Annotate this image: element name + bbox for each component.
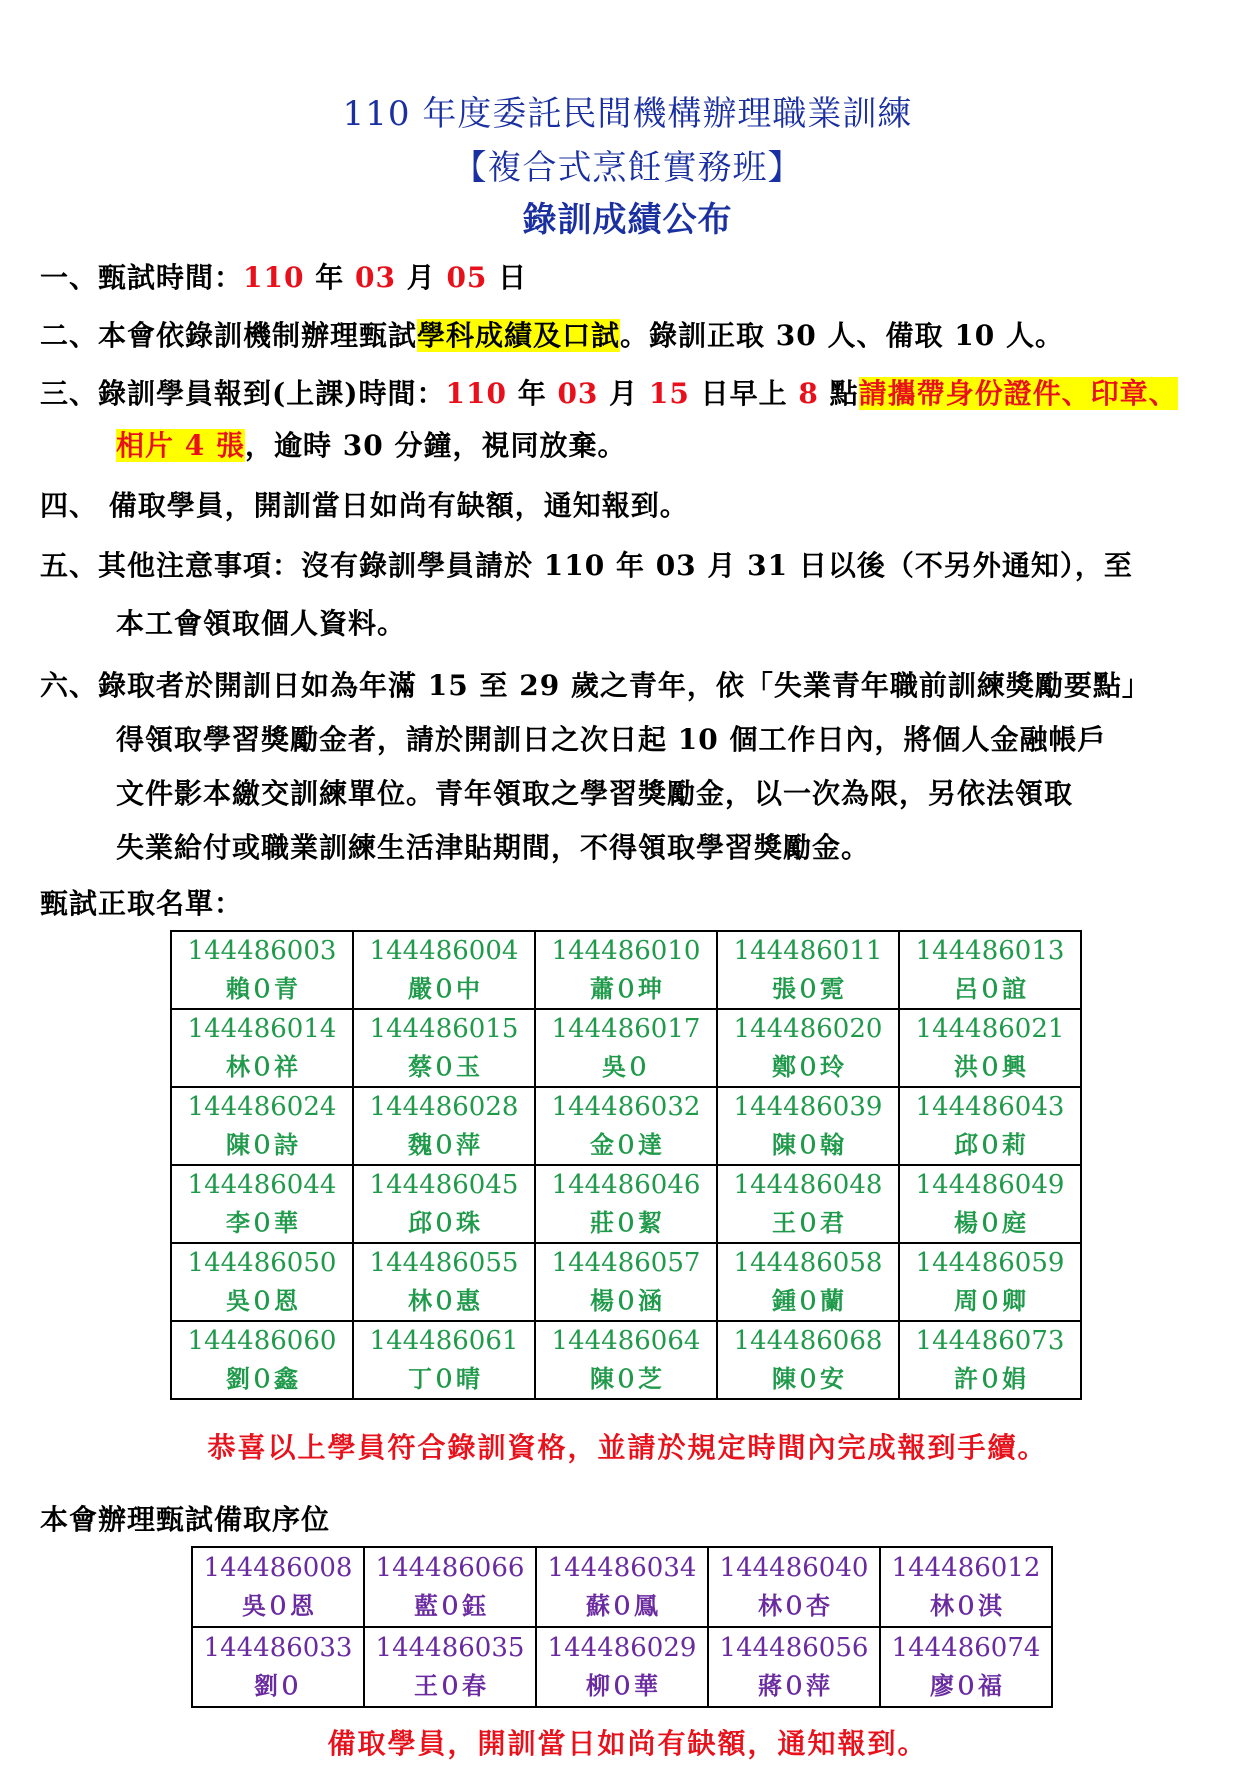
item-3-month-unit: 月 — [598, 377, 649, 410]
student-id: 144486043 — [915, 1092, 1065, 1122]
item-3 — [40, 372, 1178, 412]
student-id: 144486066 — [375, 1553, 525, 1583]
student-name: 陳０安 — [772, 1364, 844, 1393]
student-cell — [880, 1547, 1052, 1627]
student-id: 144486044 — [187, 1170, 337, 1200]
table-row — [171, 1321, 1081, 1399]
admitted-note: 恭喜以上學員符合錄訓資格，並請於規定時間內完成報到手續。 — [207, 1431, 1048, 1464]
table-row — [171, 1165, 1081, 1243]
student-id: 144486059 — [915, 1248, 1065, 1278]
student-cell — [899, 1087, 1081, 1165]
student-name: 林０祥 — [226, 1052, 298, 1081]
student-name: 鄭０玲 — [772, 1052, 844, 1081]
student-name: 陳０芝 — [590, 1364, 662, 1393]
item-1 — [40, 256, 527, 296]
student-id: 144486017 — [551, 1014, 701, 1044]
student-name: 許０娟 — [954, 1364, 1026, 1393]
item-6-line-4: 失業給付或職業訓練生活津貼期間，不得領取學習獎勵金。 — [116, 831, 871, 864]
student-name: 楊０庭 — [954, 1208, 1026, 1237]
student-name: 邱０莉 — [954, 1130, 1026, 1159]
student-id: 144486021 — [915, 1014, 1065, 1044]
student-name: 廖０福 — [930, 1671, 1002, 1700]
item-5-line-2: 本工會領取個人資料。 — [116, 607, 407, 640]
student-id: 144486039 — [733, 1092, 883, 1122]
item-2-prefix: 二、本會依錄訓機制辦理甄試 — [40, 319, 418, 352]
student-cell — [353, 931, 535, 1009]
waitlist-heading: 本會辦理甄試備取序位 — [40, 1503, 331, 1536]
student-id: 144486057 — [551, 1248, 701, 1278]
student-name: 鍾０蘭 — [772, 1286, 844, 1315]
student-cell — [899, 1009, 1081, 1087]
student-cell — [708, 1627, 880, 1707]
student-id: 144486028 — [369, 1092, 519, 1122]
student-id: 144486015 — [369, 1014, 519, 1044]
item-5-line-1: 五、其他注意事項：沒有錄訓學員請於 110 年 03 月 31 日以後（不另外通知），至 — [40, 549, 1133, 582]
student-id: 144486060 — [187, 1326, 337, 1356]
item-3-highlight-2: 相片 4 張 — [116, 429, 245, 462]
student-name: 劉０鑫 — [226, 1364, 298, 1393]
student-cell — [880, 1627, 1052, 1707]
student-name: 吳０恩 — [226, 1286, 298, 1315]
student-id: 144486040 — [719, 1553, 869, 1583]
item-1-month: 03 — [354, 261, 396, 294]
student-name: 蕭０珅 — [590, 974, 662, 1003]
student-id: 144486029 — [547, 1633, 697, 1663]
admitted-table — [170, 930, 1082, 1400]
student-cell — [353, 1243, 535, 1321]
student-cell — [717, 1243, 899, 1321]
student-id: 144486013 — [915, 936, 1065, 966]
student-name: 王０君 — [772, 1208, 844, 1237]
student-cell — [536, 1627, 708, 1707]
student-cell — [364, 1627, 536, 1707]
student-name: 林０惠 — [408, 1286, 480, 1315]
student-id: 144486010 — [551, 936, 701, 966]
student-id: 144486008 — [203, 1553, 353, 1583]
student-cell — [899, 931, 1081, 1009]
table-row — [171, 1009, 1081, 1087]
student-id: 144486014 — [187, 1014, 337, 1044]
item-3-year-unit: 年 — [506, 377, 558, 410]
item-3-hour-unit: 點 — [818, 377, 859, 410]
student-name: 王０春 — [414, 1671, 486, 1700]
student-name: 賴０青 — [226, 974, 298, 1003]
item-6-line-2: 得領取學習獎勵金者，請於開訓日之次日起 10 個工作日內，將個人金融帳戶 — [116, 723, 1107, 756]
student-name: 嚴０中 — [408, 974, 480, 1003]
student-name: 陳０翰 — [772, 1130, 844, 1159]
student-cell — [171, 931, 353, 1009]
student-name: 呂０誼 — [954, 974, 1026, 1003]
student-cell — [171, 1321, 353, 1399]
student-name: 洪０興 — [954, 1052, 1026, 1081]
student-name: 張０霓 — [772, 974, 844, 1003]
student-name: 劉０ — [254, 1671, 302, 1700]
item-1-year-unit: 年 — [304, 261, 355, 294]
student-id: 144486033 — [203, 1633, 353, 1663]
title-line-2: 【複合式烹飪實務班】 — [452, 148, 803, 188]
student-cell — [353, 1009, 535, 1087]
student-cell — [535, 1321, 717, 1399]
table-row — [192, 1547, 1052, 1627]
student-name: 陳０詩 — [226, 1130, 298, 1159]
student-cell — [192, 1547, 364, 1627]
title-line-1: 110 年度委託民間機構辦理職業訓練 — [342, 94, 913, 134]
item-1-year: 110 — [243, 261, 305, 294]
item-2-suffix: 。錄訓正取 30 人、備取 10 人。 — [620, 319, 1064, 352]
student-name: 丁０晴 — [408, 1364, 480, 1393]
item-1-label: 一、甄試時間： — [40, 261, 244, 294]
student-id: 144486061 — [369, 1326, 519, 1356]
item-1-day-unit: 日 — [487, 261, 528, 294]
student-id: 144486050 — [187, 1248, 337, 1278]
student-id: 144486049 — [915, 1170, 1065, 1200]
title-line-3: 錄訓成績公布 — [522, 200, 733, 240]
item-3-highlight-1: 請攜帶身份證件、印章、 — [858, 377, 1178, 410]
student-cell — [171, 1009, 353, 1087]
admitted-heading: 甄試正取名單： — [40, 887, 244, 920]
student-cell — [708, 1547, 880, 1627]
student-cell — [899, 1243, 1081, 1321]
student-cell — [353, 1321, 535, 1399]
item-3-prefix: 三、錄訓學員報到(上課)時間： — [40, 377, 446, 410]
student-id: 144486055 — [369, 1248, 519, 1278]
item-3-month: 03 — [557, 377, 599, 410]
student-cell — [535, 1087, 717, 1165]
student-name: 柳０華 — [586, 1671, 658, 1700]
student-name: 邱０珠 — [408, 1208, 480, 1237]
student-id: 144486004 — [369, 936, 519, 966]
student-id: 144486003 — [187, 936, 337, 966]
student-id: 144486045 — [369, 1170, 519, 1200]
item-6-line-1: 六、錄取者於開訓日如為年滿 15 至 29 歲之青年，依「失業青年職前訓練獎勵要點」 — [40, 669, 1151, 702]
student-name: 藍０鈺 — [414, 1591, 486, 1620]
student-name: 莊０絜 — [590, 1208, 662, 1237]
table-row — [171, 931, 1081, 1009]
student-name: 金０達 — [590, 1130, 662, 1159]
student-name: 楊０涵 — [590, 1286, 662, 1315]
student-name: 蔡０玉 — [408, 1052, 480, 1081]
item-1-day: 05 — [446, 261, 488, 294]
student-name: 蔣０萍 — [758, 1671, 830, 1700]
waitlist-note: 備取學員，開訓當日如尚有缺額，通知報到。 — [327, 1727, 928, 1760]
item-3-hour: 8 — [798, 377, 819, 410]
student-cell — [899, 1165, 1081, 1243]
student-id: 144486012 — [891, 1553, 1041, 1583]
table-row — [171, 1087, 1081, 1165]
item-1-month-unit: 月 — [395, 261, 447, 294]
student-id: 144486048 — [733, 1170, 883, 1200]
student-cell — [171, 1165, 353, 1243]
student-id: 144486032 — [551, 1092, 701, 1122]
item-3-day: 15 — [648, 377, 690, 410]
student-cell — [535, 1165, 717, 1243]
student-name: 林０淇 — [930, 1591, 1002, 1620]
student-name: 吳０ — [602, 1052, 650, 1081]
student-name: 魏０萍 — [408, 1130, 480, 1159]
student-id: 144486064 — [551, 1326, 701, 1356]
student-cell — [536, 1547, 708, 1627]
student-id: 144486034 — [547, 1553, 697, 1583]
waitlist-table — [191, 1546, 1053, 1708]
student-id: 144486011 — [733, 936, 883, 966]
item-3-day-unit: 日早上 — [689, 377, 799, 410]
student-cell — [364, 1547, 536, 1627]
student-name: 蘇０鳳 — [586, 1591, 658, 1620]
student-cell — [717, 1165, 899, 1243]
student-cell — [717, 1321, 899, 1399]
item-3-suffix: ，逾時 30 分鐘，視同放棄。 — [244, 429, 627, 462]
student-id: 144486074 — [891, 1633, 1041, 1663]
item-4: 四、 備取學員，開訓當日如尚有缺額，通知報到。 — [40, 489, 689, 522]
item-2-highlight: 學科成績及口試 — [417, 319, 621, 352]
student-cell — [717, 1009, 899, 1087]
student-id: 144486058 — [733, 1248, 883, 1278]
student-cell — [171, 1087, 353, 1165]
student-id: 144486020 — [733, 1014, 883, 1044]
student-id: 144486073 — [915, 1326, 1065, 1356]
student-id: 144486068 — [733, 1326, 883, 1356]
student-id: 144486035 — [375, 1633, 525, 1663]
student-id: 144486024 — [187, 1092, 337, 1122]
table-row — [171, 1243, 1081, 1321]
student-cell — [899, 1321, 1081, 1399]
student-id: 144486046 — [551, 1170, 701, 1200]
student-cell — [171, 1243, 353, 1321]
item-3-cont — [116, 424, 626, 464]
student-name: 林０杏 — [758, 1591, 830, 1620]
student-name: 周０卿 — [954, 1286, 1026, 1315]
table-row — [192, 1627, 1052, 1707]
student-cell — [353, 1165, 535, 1243]
student-cell — [192, 1627, 364, 1707]
student-name: 吳０恩 — [242, 1591, 314, 1620]
item-6-line-3: 文件影本繳交訓練單位。青年領取之學習獎勵金，以一次為限，另依法領取 — [116, 777, 1074, 810]
student-name: 李０華 — [226, 1208, 298, 1237]
student-cell — [535, 1009, 717, 1087]
student-cell — [353, 1087, 535, 1165]
item-2 — [40, 314, 1064, 354]
student-cell — [535, 1243, 717, 1321]
student-id: 144486056 — [719, 1633, 869, 1663]
student-cell — [717, 1087, 899, 1165]
item-3-year: 110 — [445, 377, 507, 410]
student-cell — [717, 931, 899, 1009]
student-cell — [535, 931, 717, 1009]
